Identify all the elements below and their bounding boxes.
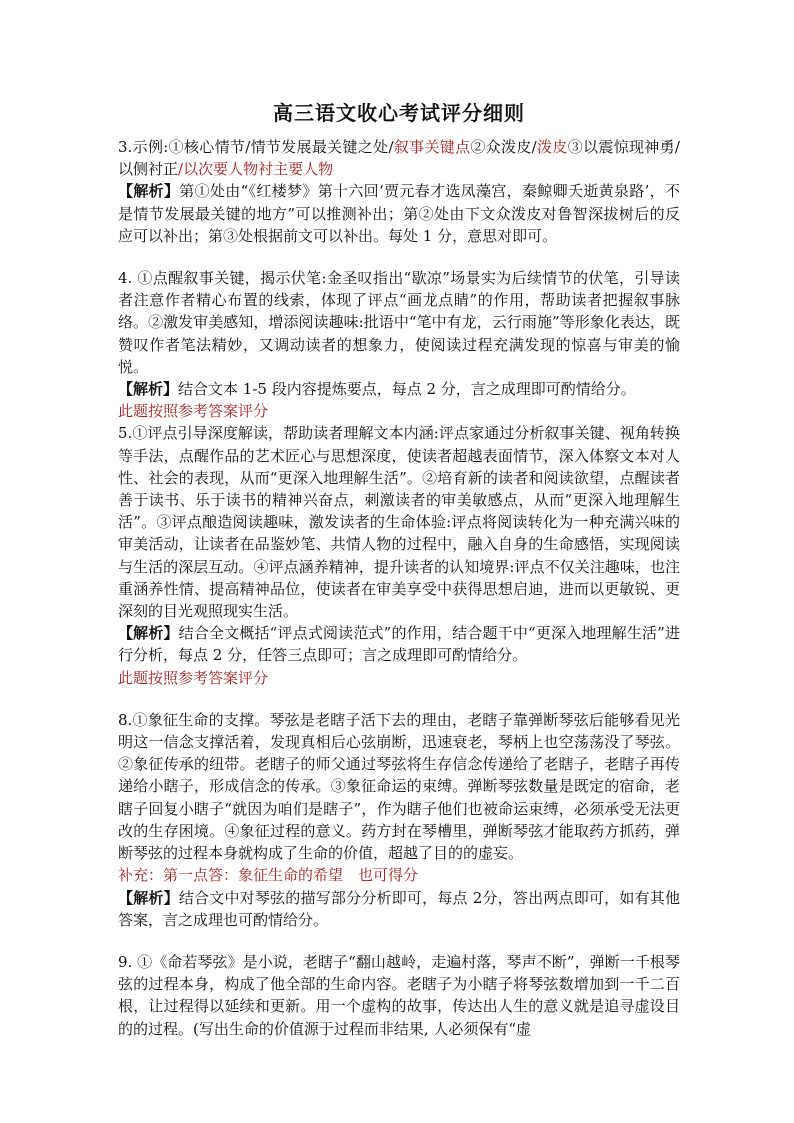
q5-analysis-text: 结合全文概括“评点式阅读范式”的作用，结合题干中“更深入地理解生活”进行分析，每点 2 分，任答三点即可；言之成理即可酌情给分。 <box>118 624 680 665</box>
q8-answer: 8.①象征生命的支撑。琴弦是老瞎子活下去的理由，老瞎子靠弹断琴弦后能够看见光明这一信念支撑活着，发现真相后心弦崩断，迅速衰老，琴柄上也空荡荡没了琴弦。②象征传承的纽带。老瞎子的师父通过琴弦将生存信念传递给了老瞎子，老瞎子再传递给小瞎子，形成信念的传承。③象征命运的束缚。弹断琴弦数量是既定的宿命，老瞎子回复小瞎子“就因为咱们是瞎子”，作为瞎子他们也被命运束缚，必须承受无法更改的生存困境。④象征过程的意义。药方封在琴槽里，弹断琴弦才能取药方抓药，弹断琴弦的过程本身就构成了生命的价值，超越了目的的虚妄。 <box>118 710 680 863</box>
q3-text-a: 3.示例:①核心情节/情节发展最关键之处/ <box>118 138 394 156</box>
q5-analysis <box>118 622 680 666</box>
q4-answer: 4. ①点醒叙事关键，揭示伏笔:金圣叹指出“歇凉”场景实为后续情节的伏笔，引导读者注意作者精心布置的线索，体现了评点“画龙点睛”的作用，帮助读者把握叙事脉络。②激发审美感知，增添阅读趣味:批语中“笔中有龙，云行雨施”等形象化表达，既赞叹作者笔法精妙，又调动读者的想象力，使阅读过程充满发现的惊喜与审美的愉悦。 <box>118 269 680 376</box>
q5-scoring-note: 此题按照参考答案评分 <box>118 668 269 687</box>
q3-text-d: 泼皮 <box>536 138 568 156</box>
q4-analysis-text: 结合文本 1-5 段内容提炼要点，每点 2 分，言之成理即可酌情给分。 <box>178 380 636 399</box>
q3-text-b: 叙事关键点 <box>393 138 471 156</box>
q3-analysis-text: 第①处由“《红楼梦》第十六回‘贾元春才选凤藻宫，秦鲸卿夭逝黄泉路’，不是情节发展最关键的地方”可以推测补出；第②处由下文众泼皮对鲁智深拔树后的反应可以补出；第③处根据前文可以补出。每处 1 分，意思对即可。 <box>118 182 680 245</box>
q3-text-e: ③以震惊现神勇/以侧衬正 <box>118 138 680 179</box>
q3-text-f: /以次要人物衬主要人物 <box>178 160 334 179</box>
q3-analysis-label: 【解析】 <box>118 182 180 201</box>
document-page <box>118 98 680 1040</box>
q3-answer <box>118 136 680 180</box>
q3-text-c: ②众泼皮/ <box>470 138 537 156</box>
q5-analysis-label: 【解析】 <box>118 624 179 643</box>
q4-analysis <box>118 378 680 400</box>
q4-scoring-note: 此题按照参考答案评分 <box>118 402 269 421</box>
q8-supplement: 补充：第一点答：象征生命的希望 也可得分 <box>118 866 419 885</box>
q3-analysis <box>118 180 680 247</box>
document-title: 高三语文收心考试评分细则 <box>273 101 525 125</box>
q8-analysis-text: 结合文中对琴弦的描写部分分析即可，每点 2分，答出两点即可，如有其他答案，言之成理也可酌情给分。 <box>118 888 680 929</box>
q5-answer: 5.①评点引导深度解读，帮助读者理解文本内涵:评点家通过分析叙事关键、视角转换等手法，点醒作品的艺术匠心与思想深度，使读者超越表面情节，深入体察文本对人性、社会的表现，从而“更深入地理解生活”。②培育新的读者和阅读欲望，点醒读者善于读书、乐于读书的精神兴奋点，刺激读者的审美敏感点，从而“更深入地理解生活”。③评点酿造阅读趣味，激发读者的生命体验:评点将阅读转化为一种充满兴味的审美活动，让读者在品鉴妙笔、共情人物的过程中，融入自身的生命感悟，实现阅读与生活的深层互动。④评点涵养精神，提升读者的认知境界:评点不仅关注趣味，也注重涵养性情、提高精神品位，使读者在审美享受中获得思想启迪，进而以更敏锐、更深刻的目光观照现实生活。 <box>118 424 680 621</box>
q9-answer: 9. ①《命若琴弦》是小说，老瞎子“翻山越岭，走遍村落，琴声不断”，弹断一千根琴弦的过程本身，构成了他全部的生命内容。老瞎子为小瞎子将琴弦数增加到一千二百根，让过程得以延续和更新。用一个虚构的故事，传达出人生的意义就是追寻虚设目的的过程。(写出生命的价值源于过程而非结果, 人必须保有“虚 <box>118 952 680 1038</box>
q8-analysis <box>118 887 680 931</box>
q4-analysis-label: 【解析】 <box>118 380 179 399</box>
q8-analysis-label: 【解析】 <box>118 888 179 907</box>
